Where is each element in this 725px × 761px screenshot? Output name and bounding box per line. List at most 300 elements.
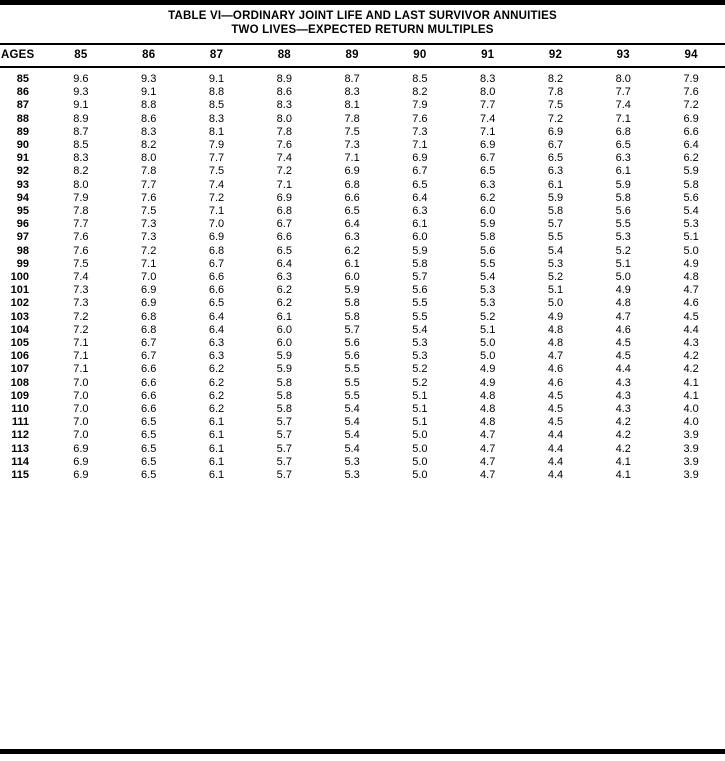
multiple-cell: 7.7 xyxy=(615,86,631,99)
multiple-cell: 6.6 xyxy=(141,363,157,376)
table-row xyxy=(0,443,725,456)
multiple-cell: 6.7 xyxy=(276,218,292,231)
multiple-cell: 6.7 xyxy=(141,350,157,363)
multiple-cell: 7.2 xyxy=(547,112,564,125)
multiple-cell: 5.3 xyxy=(480,284,496,297)
multiple-cell: 8.3 xyxy=(276,99,292,112)
multiple-cell: 4.5 xyxy=(547,389,564,402)
multiple-cell: 4.8 xyxy=(480,416,496,429)
multiple-cell: 4.5 xyxy=(683,310,699,323)
multiple-cell: 6.5 xyxy=(141,416,157,429)
table-row xyxy=(0,245,725,258)
multiple-cell: 3.9 xyxy=(683,455,699,468)
age-cell: 109 xyxy=(10,389,29,402)
multiple-cell: 7.1 xyxy=(412,139,428,152)
table-row xyxy=(0,179,725,192)
multiple-cell: 4.4 xyxy=(547,429,564,442)
multiple-cell: 5.4 xyxy=(547,244,564,257)
multiple-cell: 6.6 xyxy=(276,231,292,244)
multiple-cell: 8.3 xyxy=(141,125,157,138)
multiple-cell: 8.2 xyxy=(141,139,157,152)
table-row xyxy=(0,363,725,376)
multiple-cell: 4.9 xyxy=(547,310,564,323)
table-row xyxy=(0,126,725,139)
column-header-94: 94 xyxy=(684,49,698,61)
multiple-cell: 8.3 xyxy=(344,86,360,99)
multiple-cell: 4.2 xyxy=(683,363,699,376)
multiple-cell: 5.9 xyxy=(615,178,631,191)
multiple-cell: 7.8 xyxy=(73,205,89,218)
table-row xyxy=(0,205,725,218)
table-row xyxy=(0,192,725,205)
table-row xyxy=(0,456,725,469)
multiple-cell: 6.9 xyxy=(73,442,89,455)
multiple-cell: 6.5 xyxy=(344,205,360,218)
multiple-cell: 8.3 xyxy=(73,152,89,165)
multiple-cell: 4.6 xyxy=(547,363,564,376)
multiple-cell: 5.0 xyxy=(547,297,564,310)
multiple-cell: 6.7 xyxy=(208,257,225,270)
multiple-cell: 8.3 xyxy=(208,112,225,125)
multiple-cell: 7.5 xyxy=(208,165,225,178)
multiple-cell: 4.7 xyxy=(683,284,699,297)
multiple-cell: 6.6 xyxy=(141,376,157,389)
multiple-cell: 6.5 xyxy=(412,178,428,191)
multiple-cell: 4.8 xyxy=(547,323,564,336)
multiple-cell: 5.3 xyxy=(683,218,699,231)
multiple-cell: 8.3 xyxy=(480,73,496,85)
multiple-cell: 5.4 xyxy=(344,403,360,416)
multiple-cell: 6.9 xyxy=(547,125,564,138)
multiple-cell: 9.3 xyxy=(73,86,89,99)
multiple-cell: 7.6 xyxy=(73,244,89,257)
multiple-cell: 6.5 xyxy=(141,429,157,442)
multiple-cell: 8.0 xyxy=(615,73,631,85)
age-cell: 102 xyxy=(10,297,29,310)
multiple-cell: 8.2 xyxy=(412,86,428,99)
multiple-cell: 5.9 xyxy=(412,244,428,257)
multiple-cell: 5.8 xyxy=(547,205,564,218)
multiple-cell: 5.9 xyxy=(276,350,292,363)
multiple-cell: 4.4 xyxy=(547,455,564,468)
multiple-cell: 6.6 xyxy=(208,271,225,284)
multiple-cell: 6.3 xyxy=(276,271,292,284)
table-row xyxy=(0,258,725,271)
multiple-cell: 6.6 xyxy=(344,191,360,204)
age-cell: 103 xyxy=(10,310,29,323)
multiple-cell: 7.5 xyxy=(344,125,360,138)
multiple-cell: 5.0 xyxy=(683,244,699,257)
table-row xyxy=(0,324,725,337)
multiple-cell: 5.8 xyxy=(344,310,360,323)
multiple-cell: 4.3 xyxy=(683,337,699,350)
multiple-cell: 6.2 xyxy=(208,389,225,402)
multiple-cell: 7.3 xyxy=(412,125,428,138)
multiple-cell: 6.5 xyxy=(141,455,157,468)
multiple-cell: 6.3 xyxy=(480,178,496,191)
age-cell: 115 xyxy=(11,469,29,482)
multiple-cell: 7.1 xyxy=(208,205,225,218)
multiple-cell: 5.6 xyxy=(344,337,360,350)
multiple-cell: 6.4 xyxy=(683,139,699,152)
multiple-cell: 6.8 xyxy=(344,178,360,191)
column-header-90: 90 xyxy=(413,49,427,61)
age-cell: 91 xyxy=(16,152,29,165)
multiple-cell: 4.2 xyxy=(615,429,631,442)
multiple-cell: 4.1 xyxy=(683,376,699,389)
multiple-cell: 6.8 xyxy=(141,323,157,336)
age-cell: 86 xyxy=(16,86,29,99)
multiple-cell: 5.7 xyxy=(276,442,292,455)
column-header-92: 92 xyxy=(548,49,563,61)
multiple-cell: 7.0 xyxy=(73,416,89,429)
multiple-cell: 4.9 xyxy=(480,376,496,389)
column-header-85: 85 xyxy=(74,49,88,61)
column-header-93: 93 xyxy=(616,49,630,61)
multiple-cell: 6.4 xyxy=(412,191,428,204)
age-cell: 110 xyxy=(11,403,29,416)
multiple-cell: 9.1 xyxy=(141,86,157,99)
multiple-cell: 5.6 xyxy=(615,205,631,218)
multiple-cell: 5.5 xyxy=(412,297,428,310)
column-header-88: 88 xyxy=(277,49,291,61)
age-cell: 98 xyxy=(16,244,29,257)
multiple-cell: 4.3 xyxy=(615,403,631,416)
multiple-cell: 4.7 xyxy=(480,455,496,468)
multiple-cell: 6.2 xyxy=(276,297,292,310)
multiple-cell: 7.7 xyxy=(480,99,496,112)
multiple-cell: 7.4 xyxy=(480,112,496,125)
multiple-cell: 6.6 xyxy=(141,389,157,402)
title-line-2: TWO LIVES—EXPECTED RETURN MULTIPLES xyxy=(231,24,494,36)
multiple-cell: 5.5 xyxy=(344,376,360,389)
multiple-cell: 5.5 xyxy=(615,218,631,231)
multiple-cell: 7.3 xyxy=(73,297,89,310)
multiple-cell: 8.0 xyxy=(141,152,157,165)
multiple-cell: 5.4 xyxy=(683,205,699,218)
multiple-cell: 6.5 xyxy=(208,297,225,310)
multiple-cell: 4.7 xyxy=(480,442,496,455)
multiple-cell: 7.7 xyxy=(73,218,89,231)
age-cell: 113 xyxy=(11,442,29,455)
multiple-cell: 6.7 xyxy=(547,139,564,152)
multiple-cell: 9.6 xyxy=(73,73,89,85)
multiple-cell: 4.4 xyxy=(547,469,564,482)
multiple-cell: 6.7 xyxy=(412,165,428,178)
age-cell: 93 xyxy=(16,178,29,191)
multiple-cell: 7.4 xyxy=(73,271,89,284)
multiple-cell: 5.7 xyxy=(276,469,292,482)
multiple-cell: 7.4 xyxy=(208,178,225,191)
multiple-cell: 5.2 xyxy=(480,310,496,323)
multiple-cell: 6.9 xyxy=(208,231,225,244)
multiple-cell: 6.5 xyxy=(480,165,496,178)
table-row xyxy=(0,377,725,390)
multiple-cell: 5.7 xyxy=(276,429,292,442)
multiple-cell: 7.8 xyxy=(141,165,157,178)
multiple-cell: 3.9 xyxy=(683,469,699,482)
multiple-cell: 5.8 xyxy=(412,257,428,270)
multiple-cell: 4.1 xyxy=(683,389,699,402)
multiple-cell: 4.2 xyxy=(615,442,631,455)
multiple-cell: 8.9 xyxy=(73,112,89,125)
multiple-cell: 7.6 xyxy=(73,231,89,244)
multiple-cell: 7.7 xyxy=(141,178,157,191)
multiple-cell: 6.3 xyxy=(208,350,225,363)
multiple-cell: 5.1 xyxy=(547,284,564,297)
multiple-cell: 5.4 xyxy=(480,271,496,284)
multiple-cell: 6.4 xyxy=(208,310,225,323)
column-header-91: 91 xyxy=(481,49,495,61)
multiple-cell: 8.8 xyxy=(208,86,225,99)
multiple-cell: 6.4 xyxy=(344,218,360,231)
multiple-cell: 4.1 xyxy=(615,469,631,482)
multiple-cell: 5.2 xyxy=(412,376,428,389)
multiple-cell: 6.7 xyxy=(480,152,496,165)
multiple-cell: 5.2 xyxy=(547,271,564,284)
multiple-cell: 5.8 xyxy=(276,403,292,416)
multiple-cell: 6.2 xyxy=(208,363,225,376)
multiple-cell: 7.1 xyxy=(73,337,89,350)
table-row xyxy=(0,218,725,231)
multiple-cell: 5.1 xyxy=(412,416,428,429)
multiple-cell: 5.8 xyxy=(683,178,699,191)
multiple-cell: 6.1 xyxy=(208,469,225,482)
multiple-cell: 4.9 xyxy=(480,363,496,376)
multiple-cell: 6.6 xyxy=(683,125,699,138)
multiple-cell: 5.6 xyxy=(344,350,360,363)
multiple-cell: 6.0 xyxy=(276,323,292,336)
age-cell: 105 xyxy=(10,337,29,350)
multiple-cell: 9.1 xyxy=(73,99,89,112)
multiple-cell: 6.2 xyxy=(208,403,225,416)
multiple-cell: 4.5 xyxy=(547,416,564,429)
multiple-cell: 7.7 xyxy=(208,152,225,165)
table-row xyxy=(0,337,725,350)
multiple-cell: 5.1 xyxy=(683,231,699,244)
multiple-cell: 5.4 xyxy=(344,442,360,455)
table-row xyxy=(0,139,725,152)
multiple-cell: 6.5 xyxy=(276,244,292,257)
multiple-cell: 5.6 xyxy=(480,244,496,257)
table-body xyxy=(0,67,725,482)
multiple-cell: 5.6 xyxy=(683,191,699,204)
multiple-cell: 6.1 xyxy=(208,416,225,429)
multiple-cell: 5.3 xyxy=(480,297,496,310)
multiple-cell: 5.4 xyxy=(412,323,428,336)
multiple-cell: 5.0 xyxy=(480,337,496,350)
age-cell: 96 xyxy=(16,218,29,231)
multiple-cell: 7.0 xyxy=(141,271,157,284)
multiple-cell: 8.0 xyxy=(276,112,292,125)
age-cell: 112 xyxy=(11,429,29,442)
column-header-86: 86 xyxy=(142,49,156,61)
top-border-rule xyxy=(0,0,725,5)
table-row xyxy=(0,86,725,99)
age-cell: 90 xyxy=(16,139,29,152)
multiple-cell: 7.8 xyxy=(276,125,292,138)
multiple-cell: 6.0 xyxy=(344,271,360,284)
multiple-cell: 5.5 xyxy=(480,257,496,270)
multiple-cell: 5.2 xyxy=(412,363,428,376)
age-cell: 85 xyxy=(16,73,29,85)
multiple-cell: 7.2 xyxy=(208,191,225,204)
column-header-87: 87 xyxy=(209,49,224,61)
age-cell: 97 xyxy=(16,231,29,244)
multiple-cell: 6.3 xyxy=(547,165,564,178)
multiple-cell: 6.9 xyxy=(73,455,89,468)
multiple-cell: 5.1 xyxy=(412,403,428,416)
multiple-cell: 7.3 xyxy=(344,139,360,152)
multiple-cell: 3.9 xyxy=(683,442,699,455)
multiple-cell: 7.1 xyxy=(73,350,89,363)
table-row xyxy=(0,350,725,363)
multiple-cell: 7.0 xyxy=(73,429,89,442)
multiple-cell: 4.6 xyxy=(547,376,564,389)
annuity-table xyxy=(0,43,725,482)
multiple-cell: 6.8 xyxy=(615,125,631,138)
multiple-cell: 4.2 xyxy=(683,350,699,363)
multiple-cell: 6.5 xyxy=(547,152,564,165)
multiple-cell: 5.9 xyxy=(480,218,496,231)
multiple-cell: 5.6 xyxy=(412,284,428,297)
multiple-cell: 5.4 xyxy=(344,429,360,442)
multiple-cell: 4.4 xyxy=(547,442,564,455)
multiple-cell: 4.7 xyxy=(480,429,496,442)
multiple-cell: 5.7 xyxy=(547,218,564,231)
age-cell: 87 xyxy=(16,99,29,112)
multiple-cell: 3.9 xyxy=(683,429,699,442)
multiple-cell: 4.0 xyxy=(683,403,699,416)
multiple-cell: 7.1 xyxy=(480,125,496,138)
multiple-cell: 6.9 xyxy=(344,165,360,178)
multiple-cell: 4.7 xyxy=(547,350,564,363)
multiple-cell: 5.7 xyxy=(276,416,292,429)
age-cell: 107 xyxy=(10,363,29,376)
multiple-cell: 8.1 xyxy=(208,125,225,138)
multiple-cell: 7.6 xyxy=(276,139,292,152)
multiple-cell: 7.6 xyxy=(683,86,699,99)
multiple-cell: 6.2 xyxy=(480,191,496,204)
multiple-cell: 6.1 xyxy=(276,310,292,323)
table-row xyxy=(0,165,725,178)
multiple-cell: 8.5 xyxy=(208,99,225,112)
multiple-cell: 6.5 xyxy=(615,139,631,152)
multiple-cell: 6.9 xyxy=(276,191,292,204)
multiple-cell: 6.8 xyxy=(208,244,225,257)
multiple-cell: 5.9 xyxy=(683,165,699,178)
multiple-cell: 4.8 xyxy=(480,403,496,416)
multiple-cell: 7.5 xyxy=(73,257,89,270)
multiple-cell: 4.4 xyxy=(683,323,699,336)
multiple-cell: 7.5 xyxy=(141,205,157,218)
ages-column-header: AGES xyxy=(1,49,35,61)
multiple-cell: 6.5 xyxy=(141,442,157,455)
multiple-cell: 5.2 xyxy=(615,244,631,257)
age-cell: 99 xyxy=(16,257,29,270)
multiple-cell: 5.8 xyxy=(276,376,292,389)
multiple-cell: 4.5 xyxy=(547,403,564,416)
multiple-cell: 8.2 xyxy=(547,73,564,85)
multiple-cell: 6.8 xyxy=(276,205,292,218)
multiple-cell: 8.1 xyxy=(344,99,360,112)
multiple-cell: 5.0 xyxy=(412,455,428,468)
age-cell: 88 xyxy=(16,112,29,125)
table-head xyxy=(0,44,725,67)
multiple-cell: 4.3 xyxy=(615,389,631,402)
multiple-cell: 5.0 xyxy=(412,442,428,455)
multiple-cell: 9.1 xyxy=(208,73,225,85)
multiple-cell: 6.0 xyxy=(276,337,292,350)
multiple-cell: 6.2 xyxy=(276,284,292,297)
age-cell: 114 xyxy=(11,455,29,468)
multiple-cell: 8.5 xyxy=(412,73,428,85)
multiple-cell: 8.7 xyxy=(73,125,89,138)
table-title xyxy=(0,9,725,37)
age-cell: 100 xyxy=(10,271,29,284)
multiple-cell: 7.6 xyxy=(412,112,428,125)
multiple-cell: 5.5 xyxy=(344,389,360,402)
multiple-cell: 5.8 xyxy=(480,231,496,244)
multiple-cell: 6.0 xyxy=(412,231,428,244)
multiple-cell: 4.0 xyxy=(683,416,699,429)
multiple-cell: 5.0 xyxy=(412,429,428,442)
table-row xyxy=(0,284,725,297)
multiple-cell: 5.8 xyxy=(344,297,360,310)
multiple-cell: 5.1 xyxy=(480,323,496,336)
multiple-cell: 5.7 xyxy=(344,323,360,336)
multiple-cell: 5.3 xyxy=(615,231,631,244)
age-cell: 106 xyxy=(10,350,29,363)
table-row xyxy=(0,403,725,416)
multiple-cell: 7.4 xyxy=(276,152,292,165)
multiple-cell: 6.9 xyxy=(141,297,157,310)
multiple-cell: 5.4 xyxy=(344,416,360,429)
multiple-cell: 5.7 xyxy=(412,271,428,284)
multiple-cell: 5.3 xyxy=(344,469,360,482)
multiple-cell: 6.1 xyxy=(208,442,225,455)
multiple-cell: 7.1 xyxy=(344,152,360,165)
multiple-cell: 4.8 xyxy=(547,337,564,350)
multiple-cell: 4.8 xyxy=(480,389,496,402)
table-row xyxy=(0,231,725,244)
multiple-cell: 7.0 xyxy=(73,403,89,416)
age-cell: 101 xyxy=(10,284,29,297)
multiple-cell: 6.4 xyxy=(208,323,225,336)
multiple-cell: 4.7 xyxy=(615,310,631,323)
age-cell: 111 xyxy=(11,416,29,429)
table-row xyxy=(0,99,725,112)
multiple-cell: 5.1 xyxy=(615,257,631,270)
multiple-cell: 6.2 xyxy=(344,244,360,257)
multiple-cell: 7.0 xyxy=(73,389,89,402)
multiple-cell: 6.2 xyxy=(208,376,225,389)
multiple-cell: 6.3 xyxy=(344,231,360,244)
multiple-cell: 6.1 xyxy=(344,257,360,270)
multiple-cell: 7.3 xyxy=(141,231,157,244)
multiple-cell: 5.8 xyxy=(615,191,631,204)
multiple-cell: 7.8 xyxy=(547,86,564,99)
multiple-cell: 6.9 xyxy=(683,112,699,125)
age-cell: 108 xyxy=(10,376,29,389)
multiple-cell: 7.2 xyxy=(73,310,89,323)
multiple-cell: 6.1 xyxy=(208,429,225,442)
multiple-cell: 6.1 xyxy=(615,165,631,178)
multiple-cell: 7.5 xyxy=(547,99,564,112)
multiple-cell: 7.1 xyxy=(276,178,292,191)
multiple-cell: 7.0 xyxy=(73,376,89,389)
multiple-cell: 5.8 xyxy=(276,389,292,402)
